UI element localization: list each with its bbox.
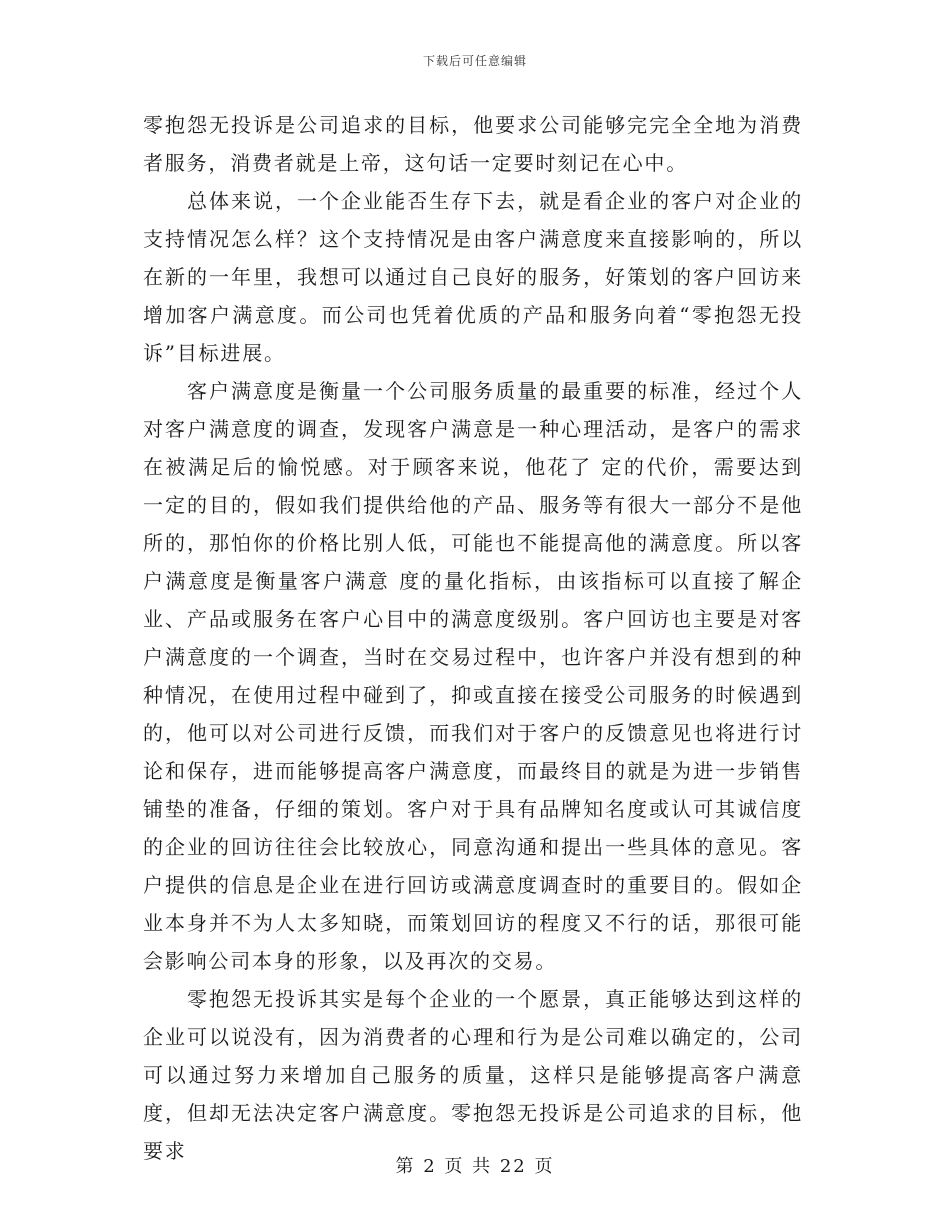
document-body (143, 106, 803, 1170)
page-header: 下载后可任意编辑 (422, 54, 527, 68)
paragraph-3: 客户满意度是衡量一个公司服务质量的最重要的标准，经过个人对客户满意度的调查，发现客户满意是一种心理活动，是客户的需求在被满足后的愉悦感。对于顾客来说，他花了 定的代价，需要达到一定的目的，假如我们提供给他的产品、服务等有很大一部分不是他所的，那怕你的价格比别人低，可能也不能提高他的满意度。所以客户满意度是衡量客户满意 度的量化指标，由该指标可以直接了解企业、产品或服务在客户心目中的满意度级别。客户回访也主要是对客户满意度的一个调查，当时在交易过程中，也许客户并没有想到的种种情况，在使用过程中碰到了，抑或直接在接受公司服务的时候遇到的，他可以对公司进行反馈，而我们对于客户的反馈意见也将进行讨论和保存，进而能够提高客户满意度，而最终目的就是为进一步销售铺垫的准备，仔细的策划。客户对于具有品牌知名度或认可其诚信度的企业的回访往往会比较放心，同意沟通和提出一些具体的意见。客户提供的信息是企业在进行回访或满意度调查时的重要目的。假如企业本身并不为人太多知晓，而策划回访的程度又不行的话，那很可能会影响公司本身的形象，以及再次的交易。 (143, 379, 803, 973)
paragraph-4: 零抱怨无投诉其实是每个企业的一个愿景，真正能够达到这样的企业可以说没有，因为消费者的心理和行为是公司难以确定的，公司可以通过努力来增加自己服务的质量，这样只是能够提高客户满意度，但却无法决定客户满意度。零抱怨无投诉是公司追求的目标，他要求 (143, 987, 803, 1163)
paragraph-1: 零抱怨无投诉是公司追求的目标，他要求公司能够完完全全地为消费者服务，消费者就是上帝，这句话一定要时刻记在心中。 (143, 113, 803, 175)
paragraph-2: 总体来说，一个企业能否生存下去，就是看企业的客户对企业的支持情况怎么样？这个支持情况是由客户满意度来直接影响的，所以在新的一年里，我想可以通过自己良好的服务，好策划的客户回访来增加客户满意度。而公司也凭着优质的产品和服务向着“零抱怨无投诉”目标进展。 (143, 189, 803, 365)
page-number-footer: 第 2 页 共 22 页 (395, 1156, 555, 1177)
